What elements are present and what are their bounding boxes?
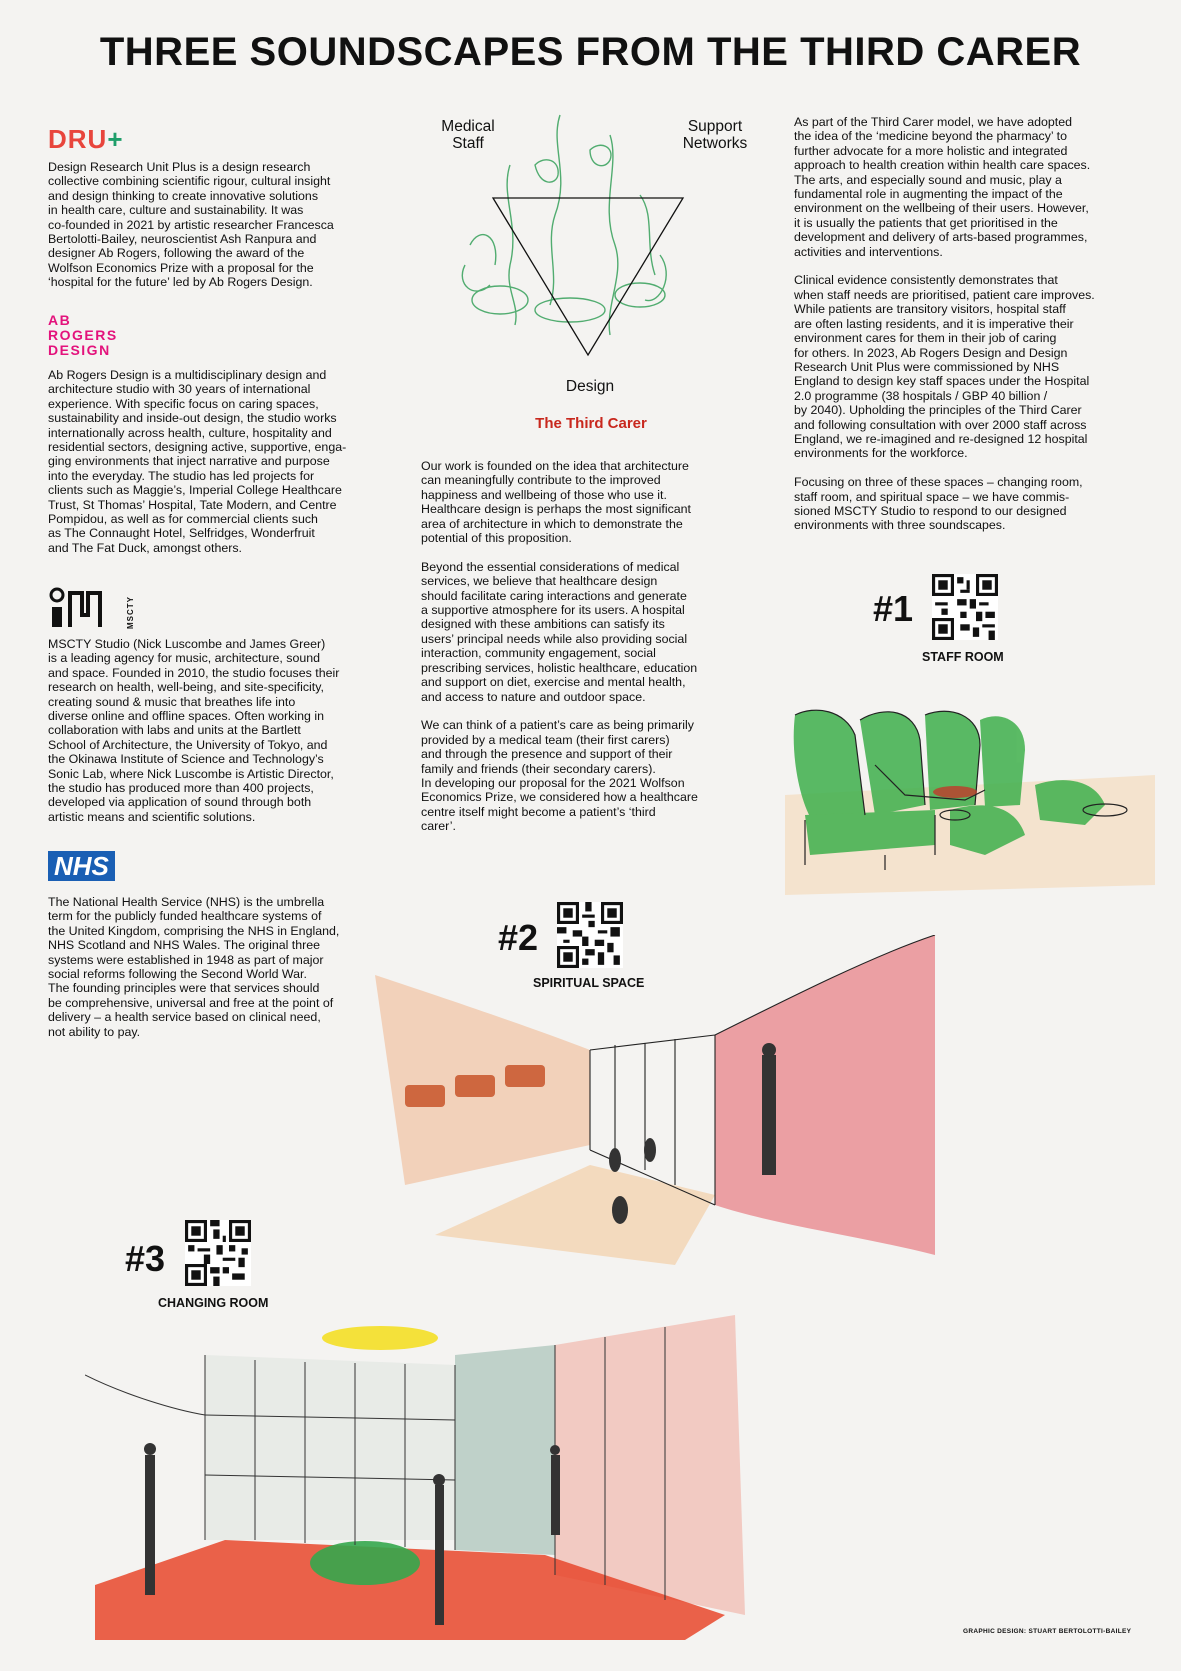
diagram-label-design: Design	[565, 378, 615, 395]
ab-rogers-description: Ab Rogers Design is a multidisciplinary design and architecture studio with 30 years of international experience. With specific focus on caring spaces, sustainability and inside-out design, the studio works internationally across health, culture, hospitality and residential sectors, designing active, supportive, enga- ging environments that inject narrative and purpose into the everyday. The studio has led projects for clients such as Maggie’s, Imperial College Healthcare Trust, St Thomas’ Hospital, Tate Modern, and Centre Pompidou, as well as for commercial clients such as The Connaught Hotel, Selfridges, Wonderfruit and The Fat Duck, amongst others.	[48, 368, 347, 555]
qr-code-1-icon[interactable]	[932, 574, 998, 640]
soundscape-1-number: #1	[873, 588, 914, 629]
dru-logo-text: DRU	[48, 124, 108, 154]
nhs-logo: NHS	[48, 851, 115, 881]
spiritual-space-sketch	[375, 935, 1140, 1285]
soundscape-3-label: CHANGING ROOM	[158, 1296, 269, 1310]
middle-text: Our work is founded on the idea that architecture can meaningfully contribute to the improved happiness and wellbeing of those who use it. Healthcare design is perhaps the most significant area of architecture in which to demonstrate the potential of this proposition. Beyond the essential considerations of medical services, we believe that healthcare design should facilitate caring interactions and generate a supportive atmosphere for its users. A hospital designed with these ambitions can satisfy its users’ principal needs while also providing social interaction, community engagement, social prescribing services, holistic healthcare, education and support on diet, exercise and mental health, and access to nature and outdoor space. We can think of a patient’s care as being primarily provided by a medical team (their first carers) and through the presence and support of their family and friends (their secondary carers). In developing our proposal for the 2021 Wolfson Economics Prize, we considered how a healthcare centre itself might become a patient’s ‘third carer’.	[421, 459, 698, 834]
soundscape-2-label: SPIRITUAL SPACE	[533, 976, 645, 990]
soundscape-3-number: #3	[125, 1238, 166, 1279]
mscty-logo-text: MSCTY	[126, 596, 135, 629]
ab-rogers-design-logo: AB ROGERS DESIGN	[48, 312, 118, 358]
graphic-design-credit: GRAPHIC DESIGN: STUART BERTOLOTTI-BAILEY	[963, 1628, 1132, 1635]
dru-logo-plus: +	[107, 124, 124, 154]
soundscape-2-number: #2	[498, 917, 539, 958]
right-text: As part of the Third Carer model, we have adopted the idea of the ‘medicine beyond the pharmacy’ to further advocate for a more holistic and integrated approach to health creation within health care spaces. The arts, and especially sound and music, play a fundamental role in augmenting the impact of the environment on the wellbeing of their users. However, it is usually the patients that get prioritised in the development and delivery of arts-based programmes, activities and interventions. Clinical evidence consistently demonstrates that when staff needs are prioritised, patient care improves. While patients are transitory visitors, hospital staff are often lasting residents, and it is imperative their environment cares for them in their job of caring for others. In 2023, Ab Rogers Design and Design Research Unit Plus were commissioned by NHS England to design key staff spaces under the Hospital 2.0 programme (38 hospitals / GBP 40 billion / by 2040). Upholding the principles of the Third Carer and following consultation with over 2000 staff across England, we re-imagined and re-designed 12 hospital environments for the workforce. Focusing on three of these spaces – changing room, staff room, and spiritual space – we have commis- sioned MSCTY Studio to respond to our designed environments with three soundscapes.	[794, 115, 1095, 533]
staff-room-sketch	[785, 695, 1155, 895]
qr-code-3-icon[interactable]	[185, 1220, 251, 1286]
diagram-label-support-networks: Support Networks	[682, 118, 748, 152]
mscty-description: MSCTY Studio (Nick Luscombe and James Greer) is a leading agency for music, architecture, sound and space. Founded in 2010, the studio focuses their research on health, well-being, and site-specificity, creating sound & music that breathes life into diverse online and offline spaces. Often working in collaboration with labs and units at the Bartlett School of Architecture, the University of Tokyo, and the Okinawa Institute of Science and Technology’s Sonic Lab, where Nick Luscombe is Artistic Director, the studio has produced more than 400 projects, developed via application of sound through both artistic means and scientific solutions.	[48, 637, 340, 824]
third-carer-caption: The Third Carer	[535, 415, 647, 432]
dru-description: Design Research Unit Plus is a design research collective combining scientific rigour, cultural insight and design thinking to create innovative solutions in health care, culture and sustainability. It was co-founded in 2021 by artistic researcher Francesca Bertolotti-Bailey, neuroscientist Ash Ranpura and designer Ab Rogers, following the award of the Wolfson Economics Prize with a proposal for the ‘hospital for the future’ led by Ab Rogers Design.	[48, 160, 334, 290]
soundscape-1-label: STAFF ROOM	[922, 650, 1004, 664]
mscty-logo-mark-icon	[48, 585, 138, 631]
page-title: THREE SOUNDSCAPES FROM THE THIRD CARER	[99, 30, 1082, 74]
nhs-description: The National Health Service (NHS) is the umbrella term for the publicly funded healthcare systems of the United Kingdom, comprising the NHS in England, NHS Scotland and NHS Wales. The original three systems were established in 1948 as part of major social reforms following the Second World War. The founding principles were that services should be comprehensive, universal and free at the point of delivery – a health service based on clinical need, not ability to pay.	[48, 895, 340, 1039]
dru-logo	[48, 124, 124, 155]
msctv-logo	[48, 585, 138, 631]
diagram-label-medical-staff: Medical Staff	[441, 118, 495, 152]
third-carer-diagram	[440, 105, 710, 370]
changing-room-sketch	[85, 1315, 785, 1640]
